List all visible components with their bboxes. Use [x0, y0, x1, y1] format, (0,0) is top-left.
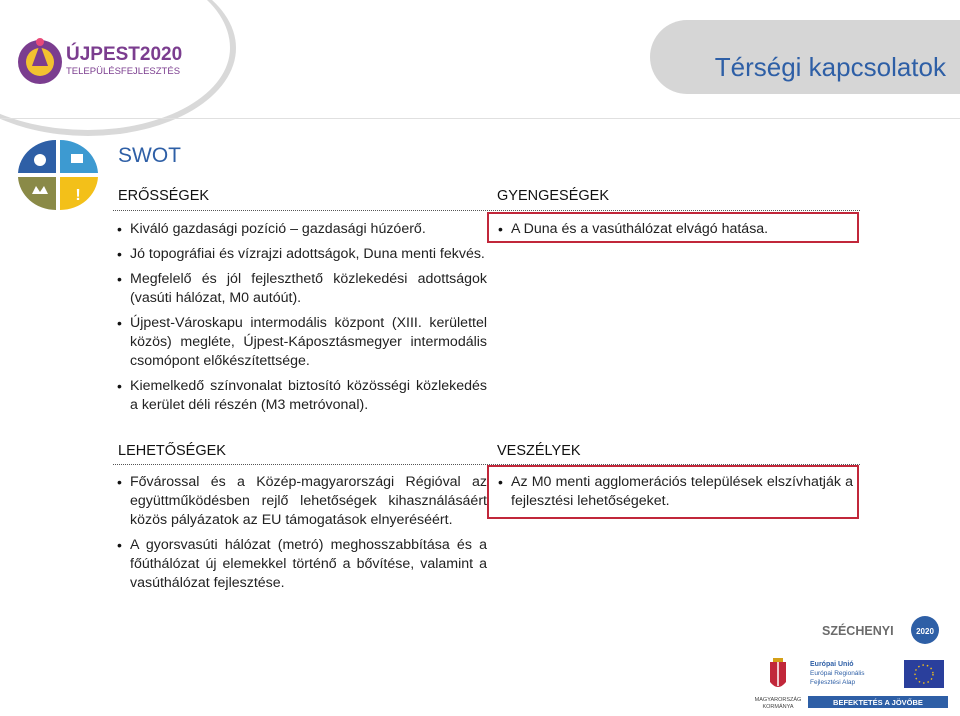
list-item: • A Duna és a vasúthálózat elvágó hatása. [498, 220, 853, 239]
opportunities-list [117, 473, 487, 599]
weakness-highlight-box [487, 212, 859, 243]
swot-quadrant-icon [16, 138, 100, 212]
svg-text:!: ! [75, 187, 81, 204]
threat-highlight-box [487, 465, 859, 519]
list-item: • Az M0 menti agglomerációs települések elszívhatják a fejlesztési lehetőségeket. [498, 473, 853, 511]
logo-emblem-icon [18, 38, 62, 84]
svg-text:Európai Unió: Európai Unió [810, 661, 854, 668]
header-divider [0, 118, 960, 119]
list-item: • Jó topográfiai és vízrajzi adottságok, Duna menti fekvés. [117, 245, 487, 264]
list-item: • Újpest-Városkapu intermodális központ (XIII. kerülettel közös) megléte, Újpest-Káposztásmegyer intermodális csomópont előkészítettsége. [117, 314, 487, 371]
svg-text:ÚJPEST2020: ÚJPEST2020 [66, 44, 183, 65]
svg-text:2020: 2020 [916, 627, 934, 636]
threats-heading: VESZÉLYEK [497, 443, 581, 459]
svg-text:SZÉCHENYI: SZÉCHENYI [822, 624, 894, 638]
svg-text:Fejlesztési Alap: Fejlesztési Alap [810, 679, 856, 686]
strengths-list [117, 220, 487, 421]
svg-text:MAGYARORSZÁG: MAGYARORSZÁG [754, 697, 802, 703]
swot-title: SWOT [118, 144, 181, 167]
strengths-heading: ERŐSSÉGEK [118, 188, 210, 204]
list-item: • Kiváló gazdasági pozíció – gazdasági húzóerő. [117, 220, 487, 239]
hungarian-coat-of-arms-icon [770, 658, 786, 687]
svg-text:BEFEKTETÉS A JÖVŐBE: BEFEKTETÉS A JÖVŐBE [833, 698, 923, 707]
opportunities-heading: LEHETŐSÉGEK [118, 443, 226, 459]
list-item: • Fővárossal és a Közép-magyarországi Régióval az együttműködésben rejlő lehetőségek kihasználásáért közös pályázatok az EU támogatások elnyeréséért. [117, 473, 487, 530]
list-item: • A gyorsvasúti hálózat (metró) meghosszabbítása és a főúthálózat új elemekkel történő a bővítése, valamint a vasúthálózat fejlesztése. [117, 536, 487, 593]
weaknesses-heading: GYENGESÉGEK [497, 188, 610, 204]
list-item: • Kiemelkedő színvonalat biztosító közösségi közlekedés a kerület déli részén (M3 metróvonal). [117, 377, 487, 415]
svg-text:Európai Regionális: Európai Regionális [810, 670, 865, 677]
list-item: • Megfelelő és jól fejleszthető közlekedési adottságok (vasúti hálózat, M0 autóút). [117, 270, 487, 308]
svg-text:TELEPÜLÉSFEJLESZTÉS: TELEPÜLÉSFEJLESZTÉS [66, 66, 181, 77]
ujpest-2020-logo [14, 22, 214, 92]
eu-flag-icon [904, 660, 944, 688]
szechenyi-2020-logo [822, 614, 942, 646]
heading-divider-top [113, 210, 860, 211]
page-title: Térségi kapcsolatok [714, 52, 946, 82]
svg-text:KORMÁNYA: KORMÁNYA [762, 704, 794, 710]
eu-funding-logos [752, 656, 952, 714]
